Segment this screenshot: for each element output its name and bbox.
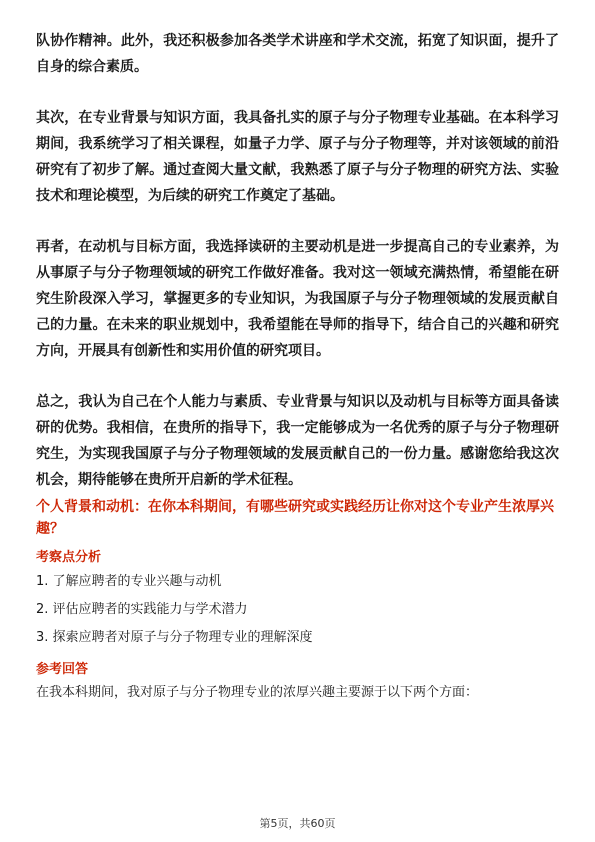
paragraph-4: 总之，我认为自己在个人能力与素质、专业背景与知识以及动机与目标等方面具备读研的优势。我相信，在贵所的指导下，我一定能够成为一名优秀的原子与分子物理研究生，为实现我国原子与分子物理领域的发展贡献自己的一份力量。感谢您给我这次机会，期待能够在贵所开启新的学术征程。 <box>36 394 559 488</box>
list-item: 1. 了解应聘者的专业兴趣与动机 <box>36 574 222 589</box>
answer-text: 在我本科期间，我对原子与分子物理专业的浓厚兴趣主要源于以下两个方面： <box>36 685 479 700</box>
page-number: 第5页，共60页 <box>259 817 336 830</box>
answer-title: 参考回答 <box>36 662 89 677</box>
paragraph-1: 队协作精神。此外，我还积极参加各类学术讲座和学术交流，拓宽了知识面，提升了自身的综合素质。 <box>36 33 559 75</box>
analysis-list <box>36 568 559 652</box>
list-item: 2. 评估应聘者的实践能力与学术潜力 <box>36 602 248 617</box>
analysis-title: 考察点分析 <box>36 550 102 565</box>
paragraph-2: 其次，在专业背景与知识方面，我具备扎实的原子与分子物理专业基础。在本科学习期间，我系统学习了相关课程，如量子力学、原子与分子物理等，并对该领域的前沿研究有了初步了解。通过查阅大量文献，我熟悉了原子与分子物理的研究方法、实验技术和理论模型，为后续的研究工作奠定了基础。 <box>36 110 559 204</box>
paragraph-3: 再者，在动机与目标方面，我选择读研的主要动机是进一步提高自己的专业素养，为从事原子与分子物理领域的研究工作做好准备。我对这一领域充满热情，希望能在研究生阶段深入学习，掌握更多的专业知识，为我国原子与分子物理领域的发展贡献自己的力量。在未来的职业规划中，我希望能在导师的指导下，结合自己的兴趣和研究方向，开展具有创新性和实用价值的研究项目。 <box>36 239 559 359</box>
interview-question: 个人背景和动机：在你本科期间，有哪些研究或实践经历让你对这个专业产生浓厚兴趣？ <box>36 499 554 537</box>
page-content <box>36 28 559 706</box>
list-item: 3. 探索应聘者对原子与分子物理专业的理解深度 <box>36 630 313 645</box>
